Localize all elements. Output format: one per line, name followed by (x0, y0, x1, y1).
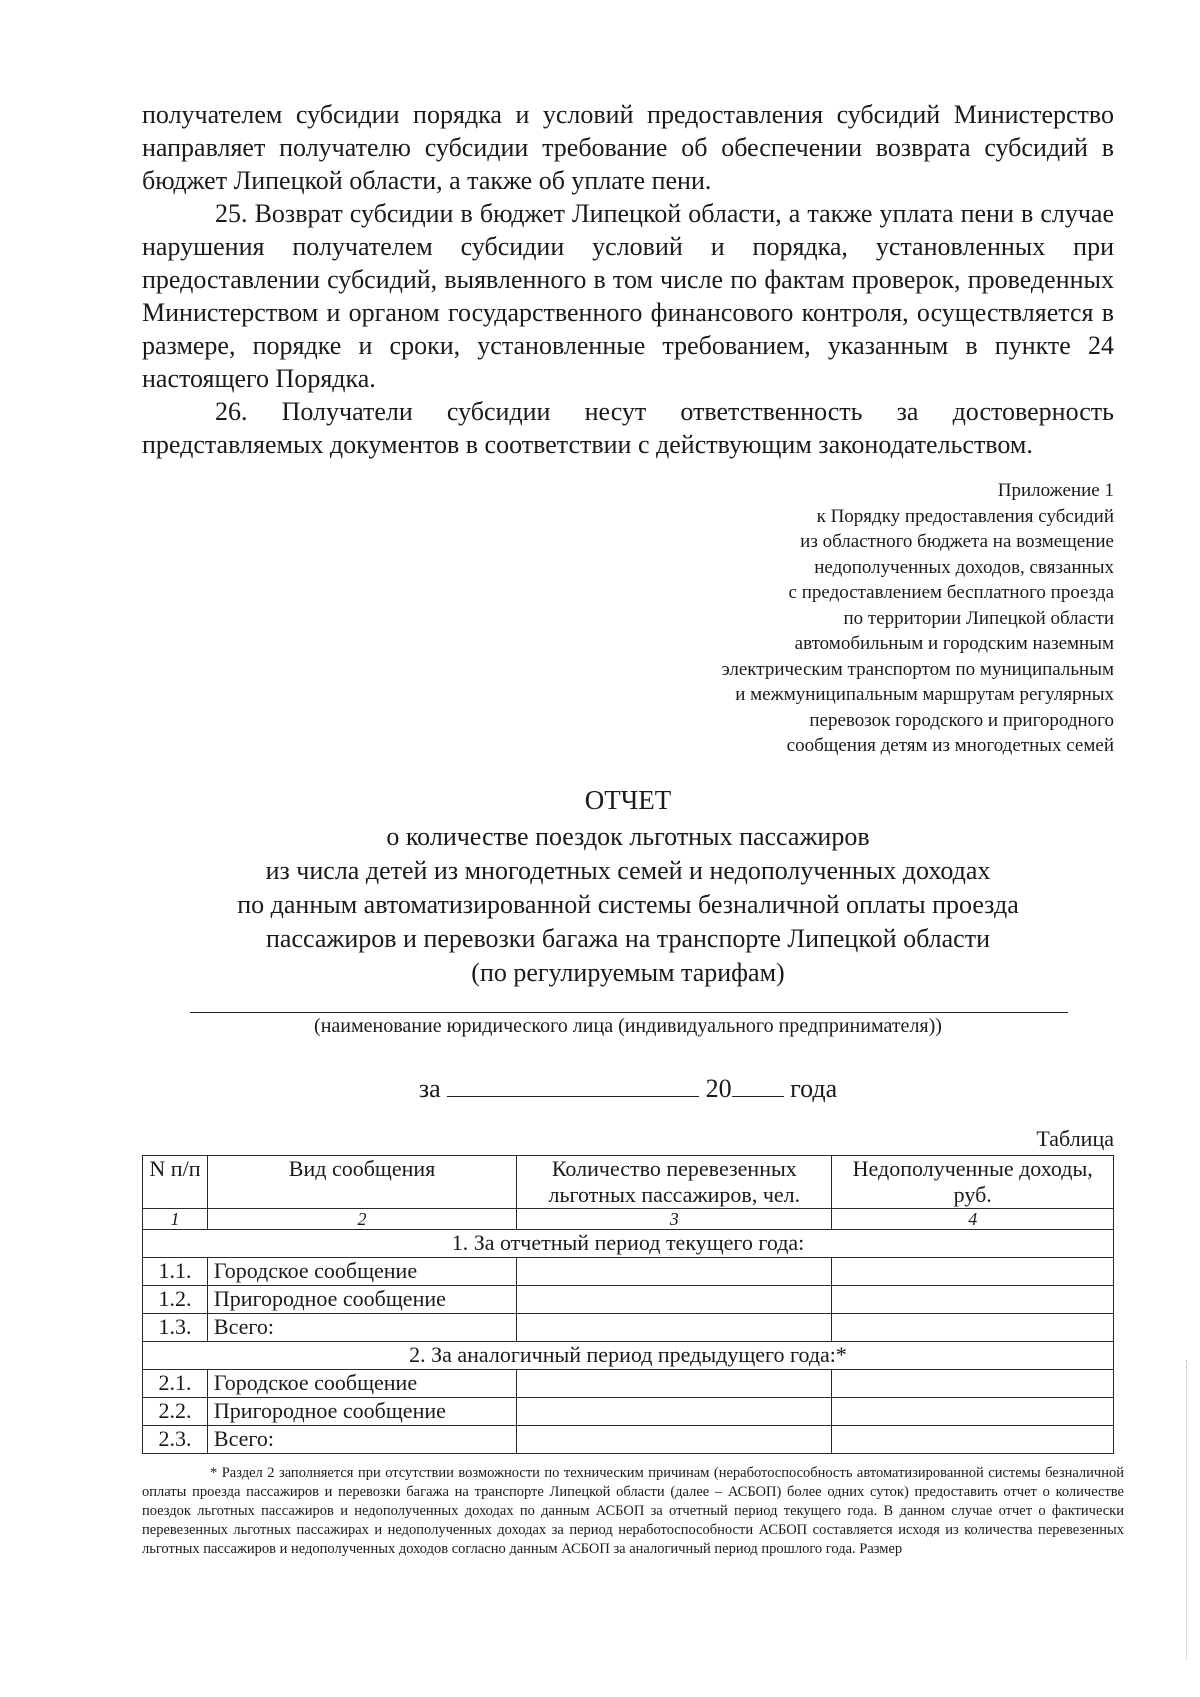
entity-name-caption: (наименование юридического лица (индивидуального предпринимателя)) (314, 1015, 942, 1037)
report-subtitle-line: по данным автоматизированной системы безналичной оплаты проезда (237, 890, 1019, 919)
footnote (142, 1464, 1124, 1559)
row-income-cell[interactable] (832, 1398, 1114, 1426)
table-row (143, 1398, 1114, 1426)
appendix-line: перевозок городского и пригородного (809, 709, 1114, 731)
appendix-header (594, 478, 1114, 759)
table-label: Таблица (1036, 1126, 1114, 1151)
scan-edge-artifact (1186, 1360, 1189, 1660)
row-num: 2.1. (143, 1370, 208, 1398)
row-num: 1.2. (143, 1286, 208, 1314)
row-income-cell[interactable] (832, 1258, 1114, 1286)
section-title: 1. За отчетный период текущего года: (143, 1230, 1114, 1258)
row-type: Пригородное сообщение (207, 1286, 516, 1314)
appendix-line: из областного бюджета на возмещение (800, 531, 1114, 552)
report-subtitle-line: о количестве поездок льготных пассажиров (386, 822, 870, 851)
column-number: 1 (143, 1209, 208, 1230)
appendix-line: к Порядку предоставления субсидий (816, 505, 1114, 527)
footnote-text: * Раздел 2 заполняется при отсутствии возможности по техническим причинам (неработоспособность автоматизированной системы безналичной оплаты проезда пассажиров и перевозки багажа на транспорте Липецкой области (далее – АСБОП) более одних суток) предоставить отчет о количестве поездок льготных пассажиров и недополученных доходах по данным АСБОП за отчетный период текущего года. В данном случае отчет о фактически перевезенных льготных пассажирах и недополученных доходах за период неработоспособности АСБОП составляется исходя из количества перевезенных льготных пассажиров и недополученных доходов согласно данным АСБОП за аналогичный период прошлого года. Размер (142, 1465, 1124, 1557)
appendix-line: сообщения детям из многодетных семей (786, 735, 1114, 756)
row-type: Всего: (207, 1314, 516, 1342)
appendix-line: и межмуниципальным маршрутам регулярных (735, 684, 1114, 705)
row-type: Всего: (207, 1426, 516, 1454)
column-number: 4 (832, 1209, 1114, 1230)
appendix-line: автомобильным и городским наземным (794, 633, 1114, 654)
table-row (143, 1426, 1114, 1454)
section-row (143, 1342, 1114, 1370)
row-passengers-cell[interactable] (517, 1286, 832, 1314)
appendix-line: с предоставлением бесплатного проезда (788, 582, 1114, 603)
report-title-block (142, 783, 1114, 990)
period-suffix: года (790, 1074, 838, 1103)
appendix-line: электрическим транспортом по муниципальным (721, 658, 1114, 680)
header-type: Вид сообщения (207, 1156, 516, 1209)
row-passengers-cell[interactable] (517, 1258, 832, 1286)
header-num: N п/п (143, 1156, 208, 1209)
report-subtitle-line: из числа детей из многодетных семей и недополученных доходах (265, 856, 991, 885)
row-income-cell[interactable] (832, 1286, 1114, 1314)
body-text (142, 98, 1114, 461)
appendix-line: недополученных доходов, связанных (814, 556, 1114, 578)
table-row (143, 1314, 1114, 1342)
row-passengers-cell[interactable] (517, 1426, 832, 1454)
row-income-cell[interactable] (832, 1426, 1114, 1454)
paragraph-continuation: получателем субсидии порядка и условий предоставления субсидий Министерство направляет получателю субсидии требование об обеспечении возврата субсидий в бюджет Липецкой области, а также об уплате пени. (142, 100, 1114, 195)
paragraph-26: 26. Получатели субсидии несут ответственность за достоверность представляемых документов в соответствии с действующим законодательством. (142, 397, 1114, 459)
header-income: Недополученные доходы, руб. (832, 1156, 1114, 1209)
row-income-cell[interactable] (832, 1314, 1114, 1342)
paragraph-25: 25. Возврат субсидии в бюджет Липецкой области, а также уплата пени в случае нарушения получателем субсидии условий и порядка, установленных при предоставлении субсидий, выявленного в том числе по фактам проверок, проведенных Министерством и органом государственного финансового контроля, осуществляется в размере, порядке и сроки, установленные требованием, указанным в пункте 24 настоящего Порядка. (142, 199, 1114, 393)
row-num: 1.3. (143, 1314, 208, 1342)
period-month-blank (447, 1072, 699, 1097)
column-number: 3 (517, 1209, 832, 1230)
section-row (143, 1230, 1114, 1258)
report-title: ОТЧЕТ (584, 785, 672, 815)
header-passengers: Количество перевезенных льготных пассажиров, чел. (517, 1156, 832, 1209)
row-income-cell[interactable] (832, 1370, 1114, 1398)
period-prefix: за (418, 1074, 441, 1103)
row-passengers-cell[interactable] (517, 1398, 832, 1426)
period-line (142, 1072, 1114, 1105)
row-type: Пригородное сообщение (207, 1398, 516, 1426)
row-type: Городское сообщение (207, 1370, 516, 1398)
period-year-blank (732, 1072, 784, 1097)
appendix-line: Приложение 1 (997, 480, 1114, 501)
period-year-prefix: 20 (705, 1074, 732, 1103)
report-subtitle-line: (по регулируемым тарифам) (471, 958, 785, 987)
table-row (143, 1258, 1114, 1286)
row-type: Городское сообщение (207, 1258, 516, 1286)
column-number: 2 (207, 1209, 516, 1230)
row-num: 2.2. (143, 1398, 208, 1426)
table-header-row (143, 1156, 1114, 1209)
table-row (143, 1286, 1114, 1314)
report-subtitle-line: пассажиров и перевозки багажа на транспорте Липецкой области (265, 924, 990, 953)
table-row (143, 1370, 1114, 1398)
row-num: 1.1. (143, 1258, 208, 1286)
column-number-row (143, 1209, 1114, 1230)
appendix-line: по территории Липецкой области (843, 607, 1114, 629)
row-num: 2.3. (143, 1426, 208, 1454)
section-title: 2. За аналогичный период предыдущего года:* (143, 1342, 1114, 1370)
row-passengers-cell[interactable] (517, 1314, 832, 1342)
report-table (142, 1155, 1114, 1454)
row-passengers-cell[interactable] (517, 1370, 832, 1398)
